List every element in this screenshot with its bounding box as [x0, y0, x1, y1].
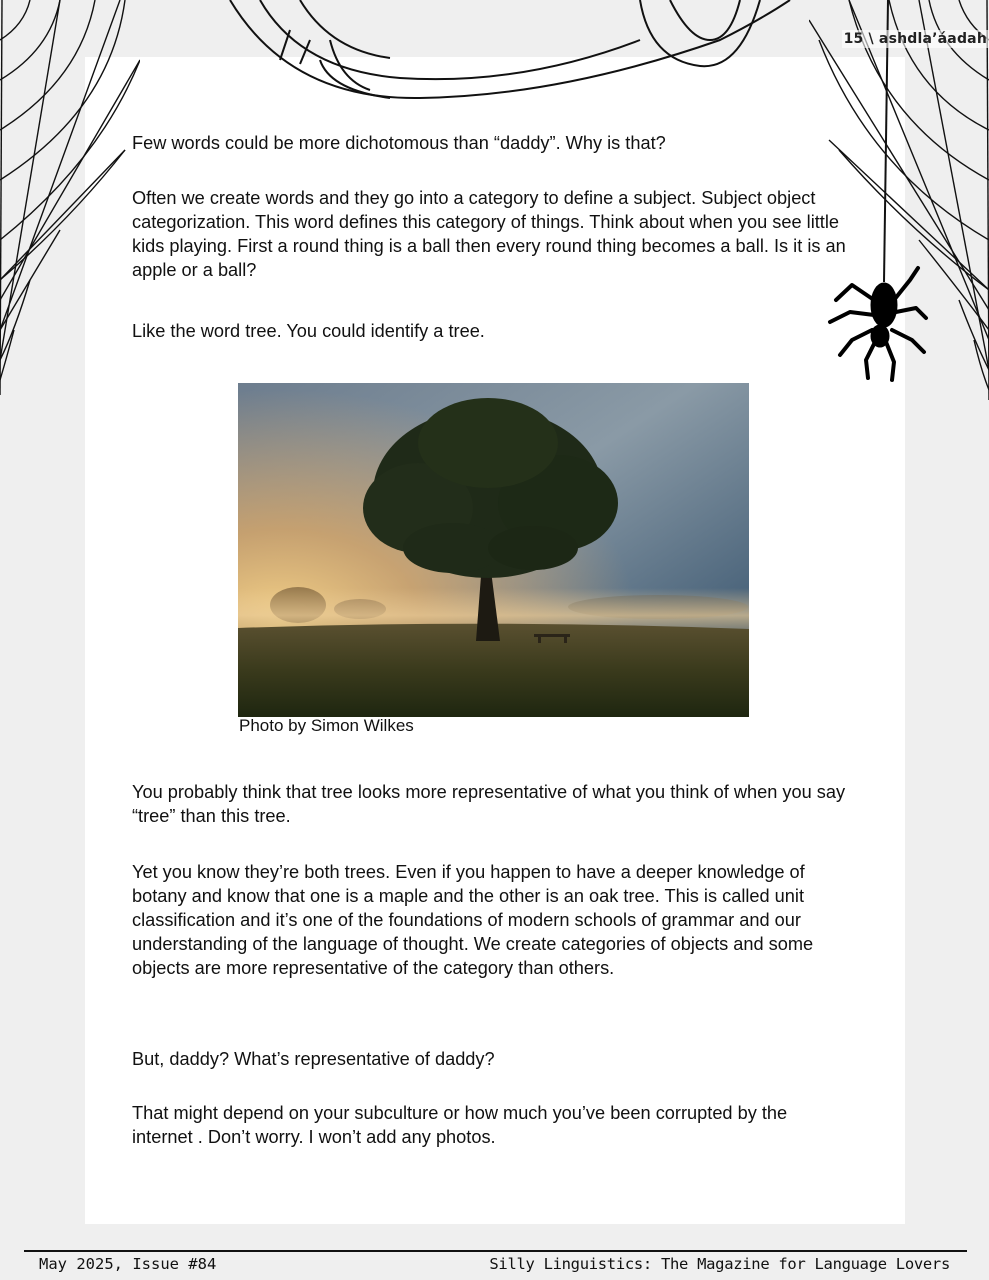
footer-magazine-title: Silly Linguistics: The Magazine for Language Lovers: [489, 1255, 950, 1273]
paragraph-categorization: Often we create words and they go into a category to define a subject. Subject object categorization. This word defines this category of things. Think about when you see little kids playing. First a round thing is a ball then every round thing becomes a ball. Is it is an apple or a ball?: [132, 188, 846, 280]
paragraph-closing: That might depend on your subculture or how much you’ve been corrupted by the internet . Don’t worry. I won’t add any photos.: [132, 1103, 788, 1147]
photo-caption: Photo by Simon Wilkes: [239, 716, 414, 735]
tree-photo: [238, 383, 749, 717]
page-number: 15 \ ashdla’áadah: [843, 31, 987, 47]
paragraph-tree: Like the word tree. You could identify a tree.: [132, 321, 485, 341]
footer-issue: May 2025, Issue #84: [39, 1255, 217, 1273]
paragraph-classification: Yet you know they’re both trees. Even if you happen to have a deeper knowledge of botany and know that one is a maple and the other is an oak tree. This is called unit classification and it’s one of the foundations of modern schools of grammar and our understanding of the language of thought. We create categories of objects and some objects are more representative of the category than others.: [132, 862, 814, 978]
footer-divider: [24, 1250, 967, 1252]
paragraph-intro: Few words could be more dichotomous than “daddy”. Why is that?: [132, 133, 666, 153]
paragraph-daddy-question: But, daddy? What’s representative of daddy?: [132, 1049, 495, 1069]
paragraph-representative: You probably think that tree looks more representative of what you think of when you say “tree” than this tree.: [132, 782, 846, 826]
